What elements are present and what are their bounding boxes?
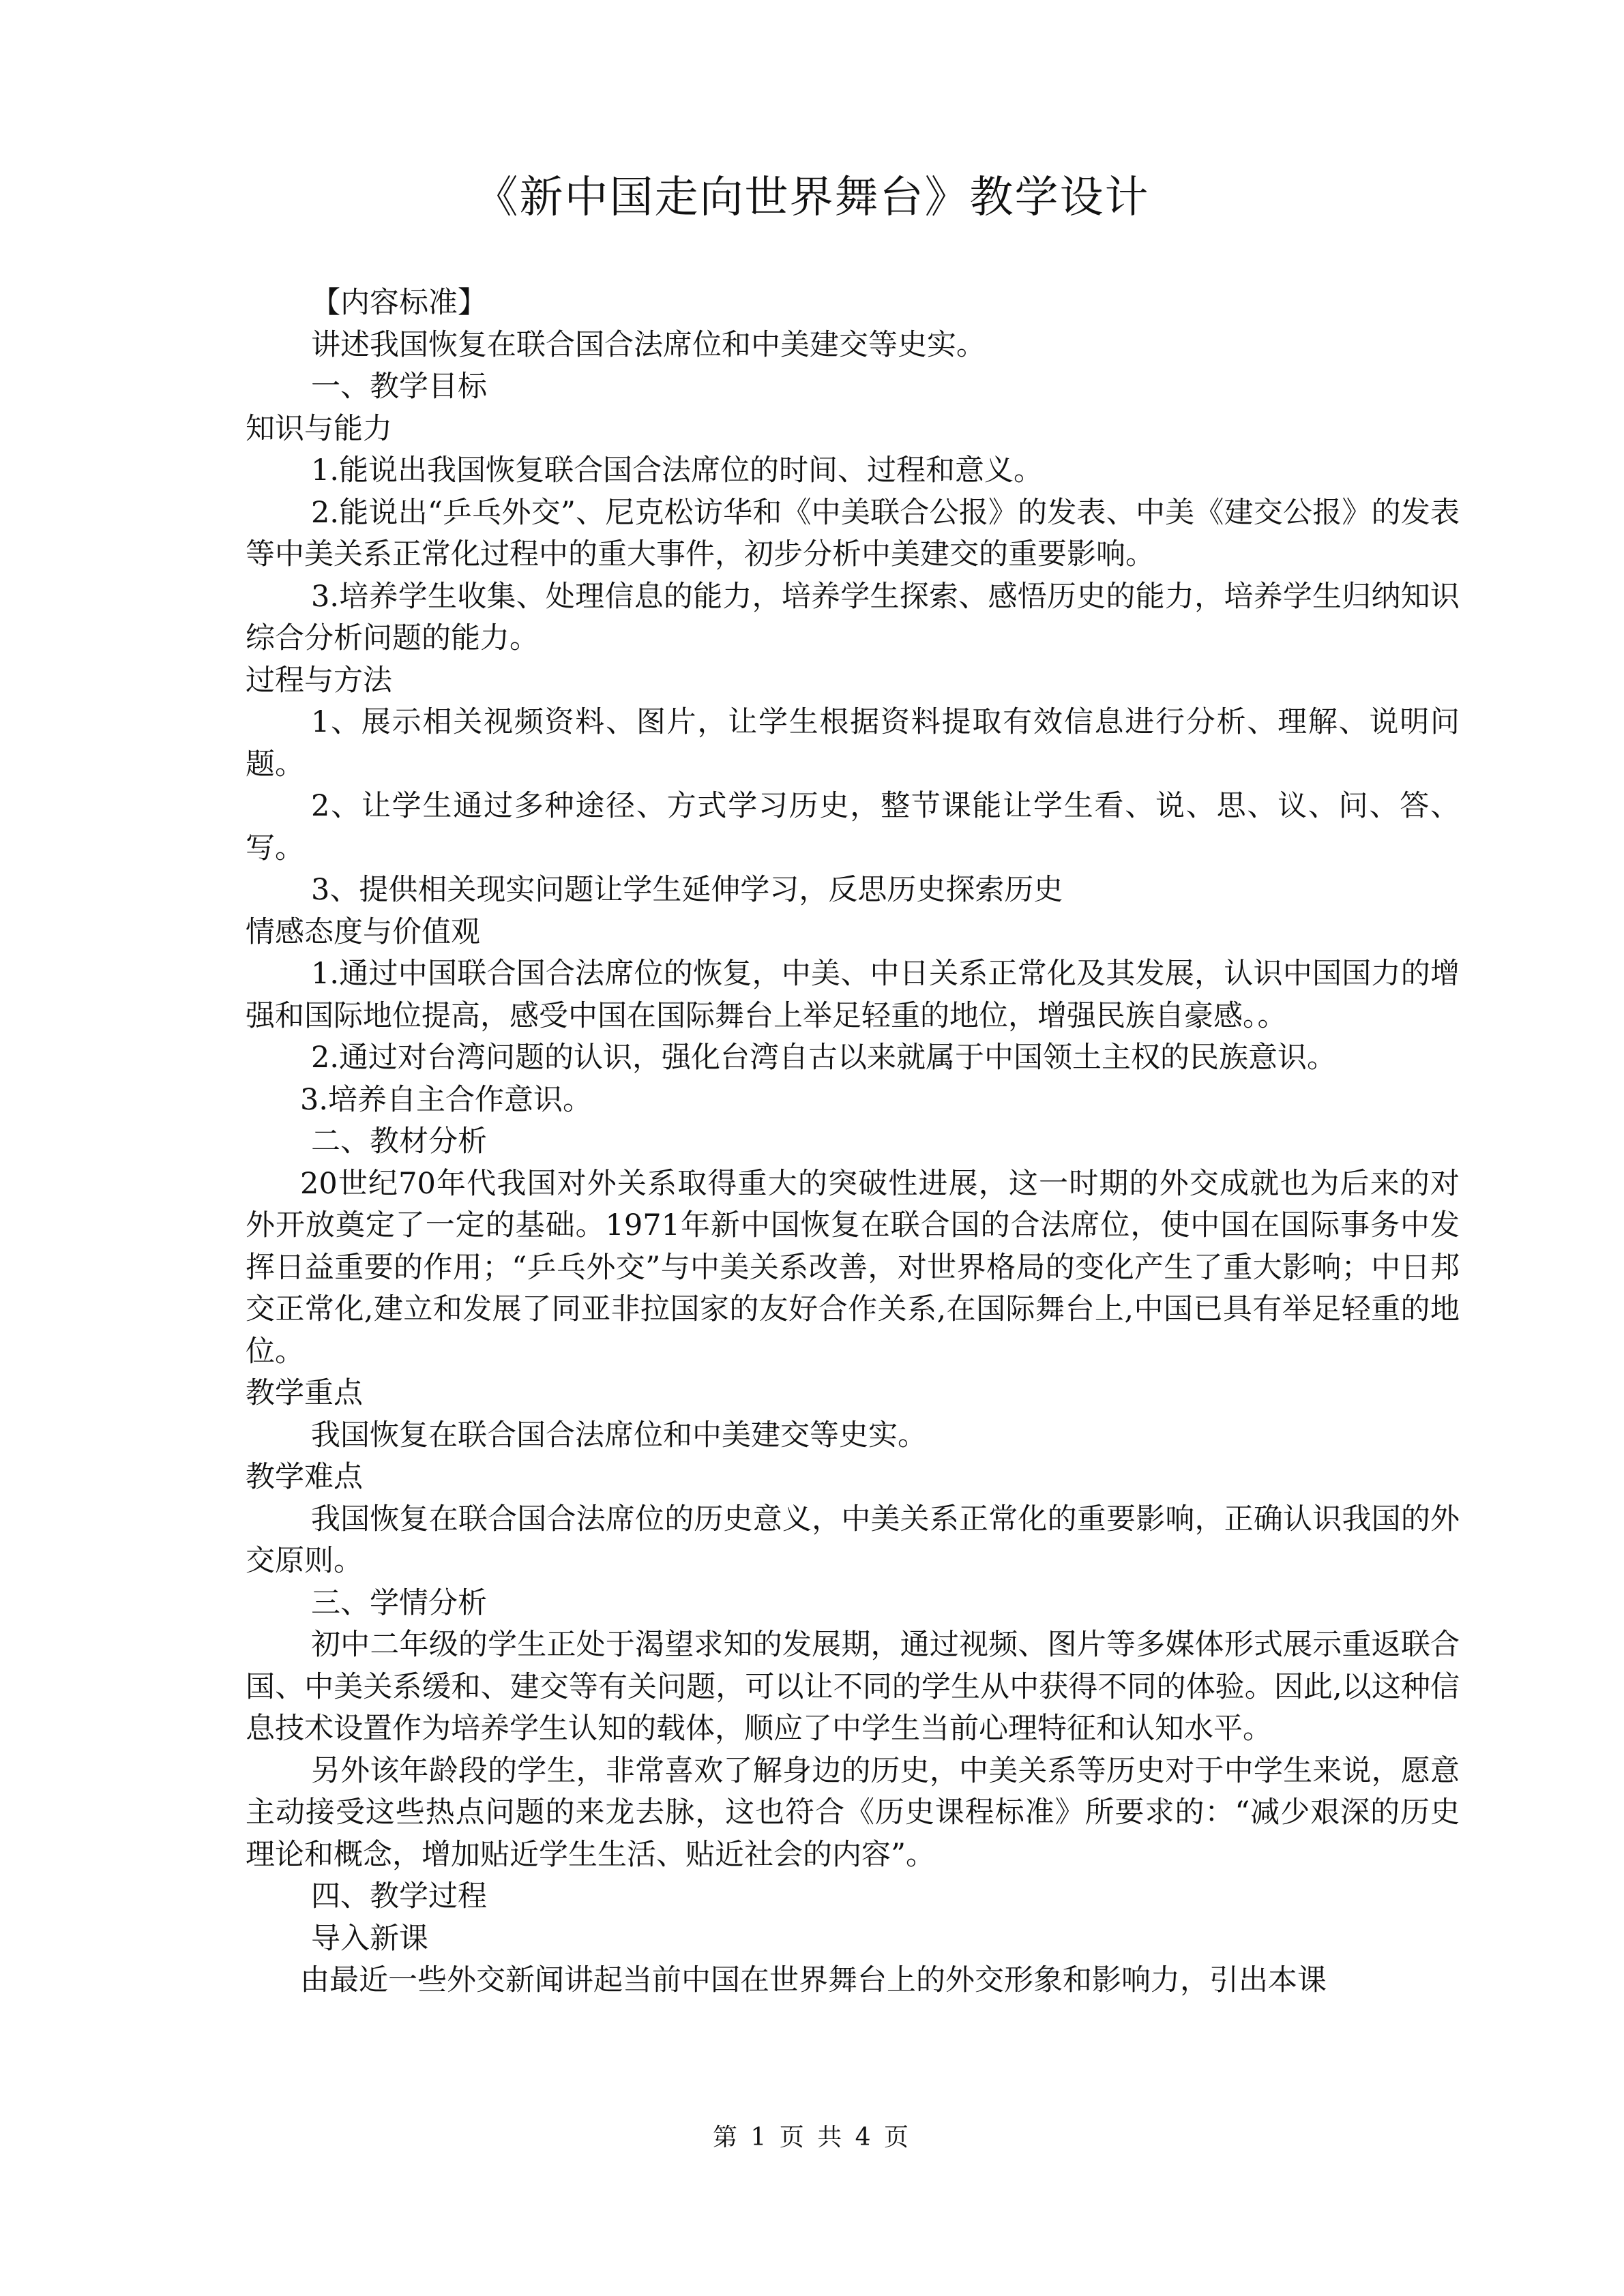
- paragraph: 一、教学目标: [311, 370, 487, 404]
- paragraph: 3、提供相关现实问题让学生延伸学习，反思历史探索历史: [311, 873, 1063, 907]
- paragraph: 1.通过中国联合国合法席位的恢复，中美、中日关系正常化及其发展，认识中国国力的增强和国际地位提高，感受中国在国际舞台上举足轻重的地位，增强民族自豪感。。: [246, 957, 1460, 1033]
- paragraph: 过程与方法: [246, 663, 392, 698]
- paragraph: 教学重点: [246, 1376, 363, 1410]
- paragraph: 2.能说出“乒乓外交”、尼克松访华和《中美联合公报》的发表、中美《建交公报》的发表等中美关系正常化过程中的重大事件，初步分析中美建交的重要影响。: [246, 495, 1460, 571]
- paragraph: 初中二年级的学生正处于渴望求知的发展期，通过视频、图片等多媒体形式展示重返联合国、中美关系缓和、建交等有关问题，可以让不同的学生从中获得不同的体验。因此,以这种信息技术设置作为培养学生认知的载体，顺应了中学生当前心理特征和认知水平。: [246, 1628, 1460, 1746]
- paragraph: 1.能说出我国恢复联合国合法席位的时间、过程和意义。: [311, 453, 1044, 488]
- paragraph: 另外该年龄段的学生，非常喜欢了解身边的历史，中美关系等历史对于中学生来说，愿意主动接受这些热点问题的来龙去脉，这也符合《历史课程标准》所要求的：“减少艰深的历史理论和概念，增加贴近学生生活、贴近社会的内容”。: [246, 1753, 1460, 1872]
- paragraph: 四、教学过程: [311, 1879, 487, 1913]
- page-footer: 第 1 页 共 4 页: [712, 2123, 912, 2151]
- paragraph: 二、教材分析: [311, 1124, 487, 1159]
- paragraph: 1、展示相关视频资料、图片，让学生根据资料提取有效信息进行分析、理解、说明问题。: [246, 705, 1460, 781]
- paragraph: 知识与能力: [246, 411, 392, 446]
- paragraph: 讲述我国恢复在联合国合法席位和中美建交等史实。: [311, 327, 986, 362]
- paragraph: 2、让学生通过多种途径、方式学习历史，整节课能让学生看、说、思、议、问、答、写。: [246, 789, 1460, 865]
- paragraph: 3.培养自主合作意识。: [300, 1082, 593, 1117]
- paragraph: 3.培养学生收集、处理信息的能力，培养学生探索、感悟历史的能力，培养学生归纳知识综合分析问题的能力。: [246, 579, 1460, 655]
- paragraph: 20世纪70年代我国对外关系取得重大的突破性进展，这一时期的外交成就也为后来的对外开放奠定了一定的基础。1971年新中国恢复在联合国的合法席位，使中国在国际事务中发挥日益重要的作用；“乒乓外交”与中美关系改善，对世界格局的变化产生了重大影响；中日邦交正常化,建立和发展了同亚非拉国家的友好合作关系,在国际舞台上,中国已具有举足轻重的地位。: [246, 1166, 1460, 1369]
- paragraph: 教学难点: [246, 1460, 363, 1494]
- document-body: [246, 282, 1460, 2002]
- paragraph: 【内容标准】: [311, 286, 487, 320]
- document-title: 《新中国走向世界舞台》教学设计: [474, 173, 1150, 223]
- paragraph: 三、学情分析: [311, 1585, 487, 1620]
- paragraph: 我国恢复在联合国合法席位和中美建交等史实。: [311, 1418, 927, 1452]
- paragraph: 2.通过对台湾问题的认识，强化台湾自古以来就属于中国领土主权的民族意识。: [311, 1041, 1337, 1075]
- paragraph: 情感态度与价值观: [246, 914, 480, 949]
- paragraph: 导入新课: [311, 1921, 428, 1956]
- paragraph: 我国恢复在联合国合法席位的历史意义，中美关系正常化的重要影响，正确认识我国的外交原则。: [246, 1502, 1460, 1578]
- paragraph: 由最近一些外交新闻讲起当前中国在世界舞台上的外交形象和影响力，引出本课: [300, 1963, 1327, 1997]
